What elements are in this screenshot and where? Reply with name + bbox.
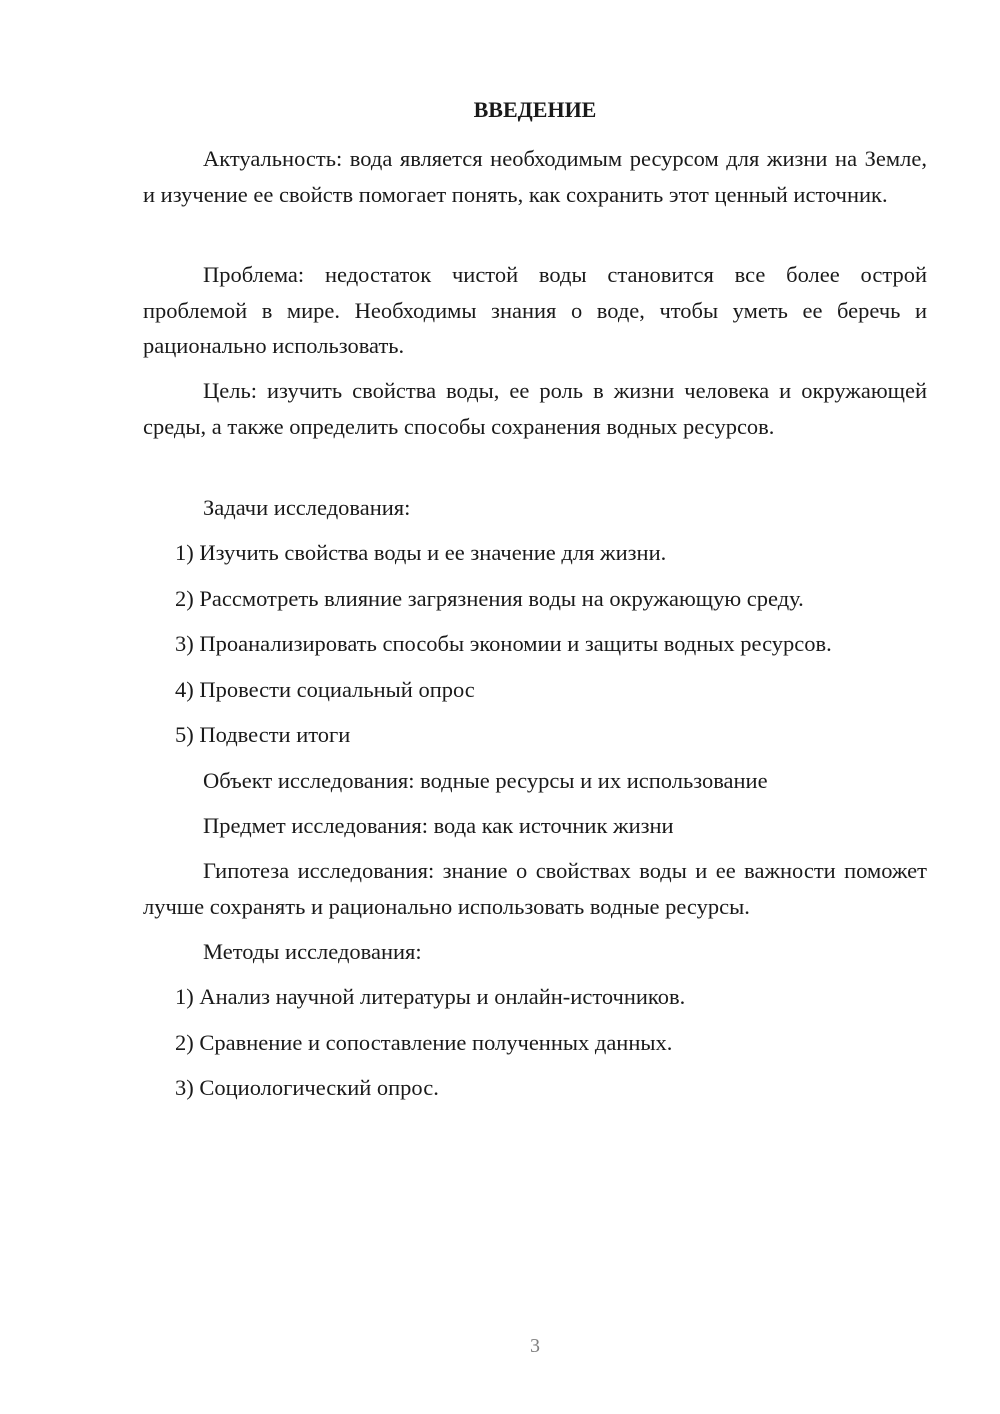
task-item-2: 2) Рассмотреть влияние загрязнения воды на окружающую среду. — [175, 586, 804, 611]
goal-paragraph: Цель: изучить свойства воды, ее роль в жизни человека и окружающей среды, а также определить способы сохранения водных ресурсов. — [143, 378, 927, 439]
methods-heading: Методы исследования: — [203, 939, 422, 964]
subject-line: Предмет исследования: вода как источник жизни — [203, 813, 674, 838]
task-item-5: 5) Подвести итоги — [175, 722, 351, 747]
page-number: 3 — [530, 1335, 540, 1357]
method-item-3: 3) Социологический опрос. — [175, 1075, 439, 1100]
method-item-2: 2) Сравнение и сопоставление полученных данных. — [175, 1030, 673, 1055]
hypothesis-paragraph: Гипотеза исследования: знание о свойствах воды и ее важности поможет лучше сохранять и рационально использовать водные ресурсы. — [143, 858, 927, 919]
relevance-paragraph: Актуальность: вода является необходимым ресурсом для жизни на Земле, и изучение ее свойств помогает понять, как сохранить этот ценный источник. — [143, 146, 927, 207]
task-item-4: 4) Провести социальный опрос — [175, 677, 475, 702]
task-item-1: 1) Изучить свойства воды и ее значение для жизни. — [175, 540, 667, 565]
page-title: ВВЕДЕНИЕ — [473, 97, 597, 122]
method-item-1: 1) Анализ научной литературы и онлайн-источников. — [175, 984, 686, 1009]
tasks-heading: Задачи исследования: — [203, 495, 411, 520]
object-line: Объект исследования: водные ресурсы и их использование — [203, 768, 768, 793]
task-item-3: 3) Проанализировать способы экономии и защиты водных ресурсов. — [175, 631, 832, 656]
problem-paragraph: Проблема: недостаток чистой воды становится все более острой проблемой в мире. Необходимы знания о воде, чтобы уметь ее беречь и рационально использовать. — [143, 262, 927, 358]
